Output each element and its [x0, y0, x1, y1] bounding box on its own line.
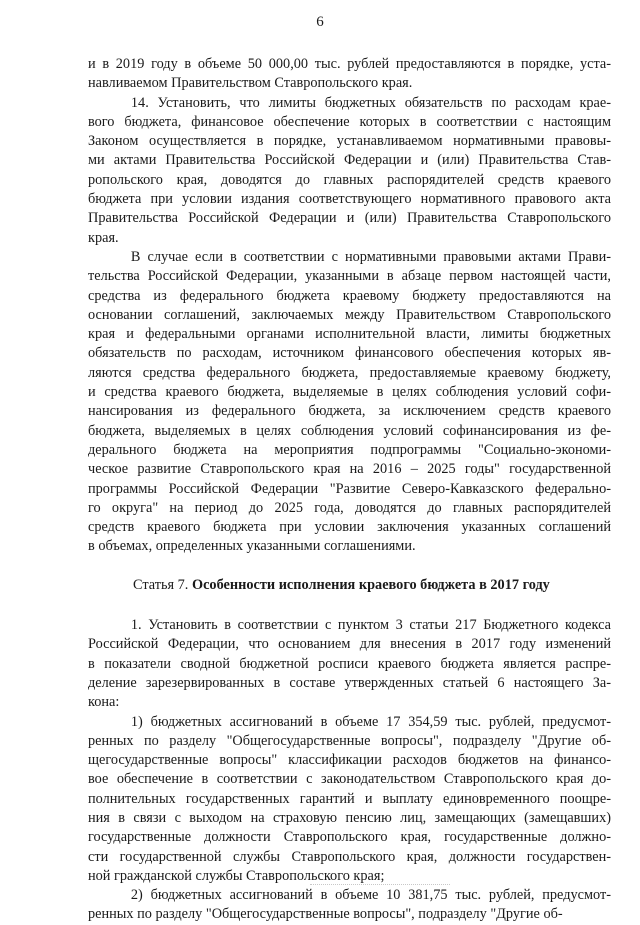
text-line: сти государственной службы Ставропольского края, должности государствен- [88, 848, 611, 865]
text-line: средства из федерального бюджета краевому бюджету предоставляются на [88, 287, 611, 304]
text-line: бюджета, выделяемых в целях соблюдения условий софинансирования из фе- [88, 422, 611, 439]
text-line: и средства краевого бюджета, выделяемые в целях соблюдения условий софи- [88, 384, 611, 401]
text-line: края и федеральными органами исполнительной власти, лимиты бюджетных [88, 326, 611, 343]
text-line: деление зарезервированных в составе утвержденных статьей 6 настоящего За- [88, 674, 611, 691]
paragraph-a1 [88, 616, 611, 712]
article-heading [88, 576, 611, 595]
text-line: 2) бюджетных ассигнований в объеме 10 381,75 тыс. рублей, предусмот- [88, 887, 611, 904]
paragraphs-bottom [88, 616, 611, 925]
text-line: программы Российской Федерации "Развитие Северо-Кавказского федерально- [88, 480, 611, 497]
text-line: Законом осуществляется в порядке, устанавливаемом нормативными правовы- [88, 133, 611, 150]
text-line: навливаемом Правительством Ставропольского края. [88, 75, 413, 92]
text-line: средств краевого бюджета при условии заключения указанных соглашений [88, 519, 611, 536]
text-line: Правительства Российской Федерации и (или) Правительства Ставропольского [88, 210, 611, 227]
paragraph-a1_2 [88, 886, 611, 925]
text-line: 14. Установить, что лимиты бюджетных обязательств по расходам крае- [88, 94, 611, 111]
text-line: полнительных государственных гарантий и выплату единовременного поощре- [88, 790, 611, 807]
text-line: и в 2019 году в объеме 50 000,00 тыс. рублей предоставляются в порядке, уста- [88, 56, 611, 72]
text-line: ной гражданской службы Ставропольского края; [88, 867, 385, 884]
text-line: тельства Российской Федерации, указанными в абзаце первом настоящей части, [88, 268, 611, 285]
text-line: го округа" на период до 2025 года, доводятся до главных распорядителей [88, 499, 611, 516]
text-line: бюджета при условии издания соответствующего нормативного правового акта [88, 191, 611, 208]
text-line: ропольского края, доводятся до главных распорядителей средств краевого [88, 171, 611, 188]
text-line: обязательств по расходам, источником финансового обеспечения которых яв- [88, 345, 611, 362]
text-line: 1) бюджетных ассигнований в объеме 17 354,59 тыс. рублей, предусмот- [88, 713, 611, 730]
text-line: вого бюджета, финансовое обеспечение которых в соответствии с настоящим [88, 113, 611, 130]
text-line: вое обеспечение в соответствии с законодательством Ставропольского края до- [88, 771, 611, 788]
text-line: основании соглашений, заключаемых между Правительством Ставропольского [88, 306, 611, 323]
text-line: 1. Установить в соответствии с пунктом 3 статьи 217 Бюджетного кодекса [88, 617, 611, 634]
text-line: дерального бюджета на мероприятия подпрограммы "Социально-экономи- [88, 441, 611, 458]
text-line: ляются средства федерального бюджета, предоставляемые краевому бюджету, [88, 364, 611, 381]
paragraph-a1_1 [88, 713, 611, 887]
text-line: ния в связи с выходом на страховую пенсию лиц, замещающих (замещавших) [88, 809, 611, 826]
article-prefix: Статья 7. [133, 576, 192, 593]
footer-rule [310, 884, 450, 885]
text-line: в объемах, определенных указанными соглашениями. [88, 538, 416, 555]
paragraphs-top [88, 55, 611, 557]
text-line: нансирования из федерального бюджета, за исключением средств краевого [88, 403, 611, 420]
text-line: в показатели сводной бюджетной росписи краевого бюджета является распре- [88, 655, 611, 672]
text-line: кона: [88, 694, 120, 711]
text-line: ренных по разделу "Общегосударственные вопросы", подразделу "Другие об- [88, 906, 563, 923]
text-line: ческое развитие Ставропольского края на 2016 – 2025 годы" государственной [88, 461, 611, 478]
page-number: 6 [316, 14, 324, 30]
text-line: края. [88, 229, 119, 246]
text-line: Российской Федерации, что основанием для внесения в 2017 году изменений [88, 636, 611, 653]
paragraph-p0 [88, 55, 611, 94]
text-line: ренных по разделу "Общегосударственные вопросы", подразделу "Другие об- [88, 732, 611, 749]
text-line: государственные должности Ставропольского края, государственные должно- [88, 829, 611, 846]
text-line: щегосударственные вопросы" классификации расходов бюджетов на финансо- [88, 752, 611, 769]
text-line: ми актами Правительства Российской Федерации и (или) Правительства Став- [88, 152, 611, 169]
document-body [88, 55, 611, 925]
paragraph-p14b [88, 248, 611, 557]
text-line: В случае если в соответствии с нормативными правовыми актами Прави- [88, 248, 611, 265]
paragraph-p14 [88, 94, 611, 248]
article-title: Особенности исполнения краевого бюджета в 2017 году [191, 576, 550, 593]
